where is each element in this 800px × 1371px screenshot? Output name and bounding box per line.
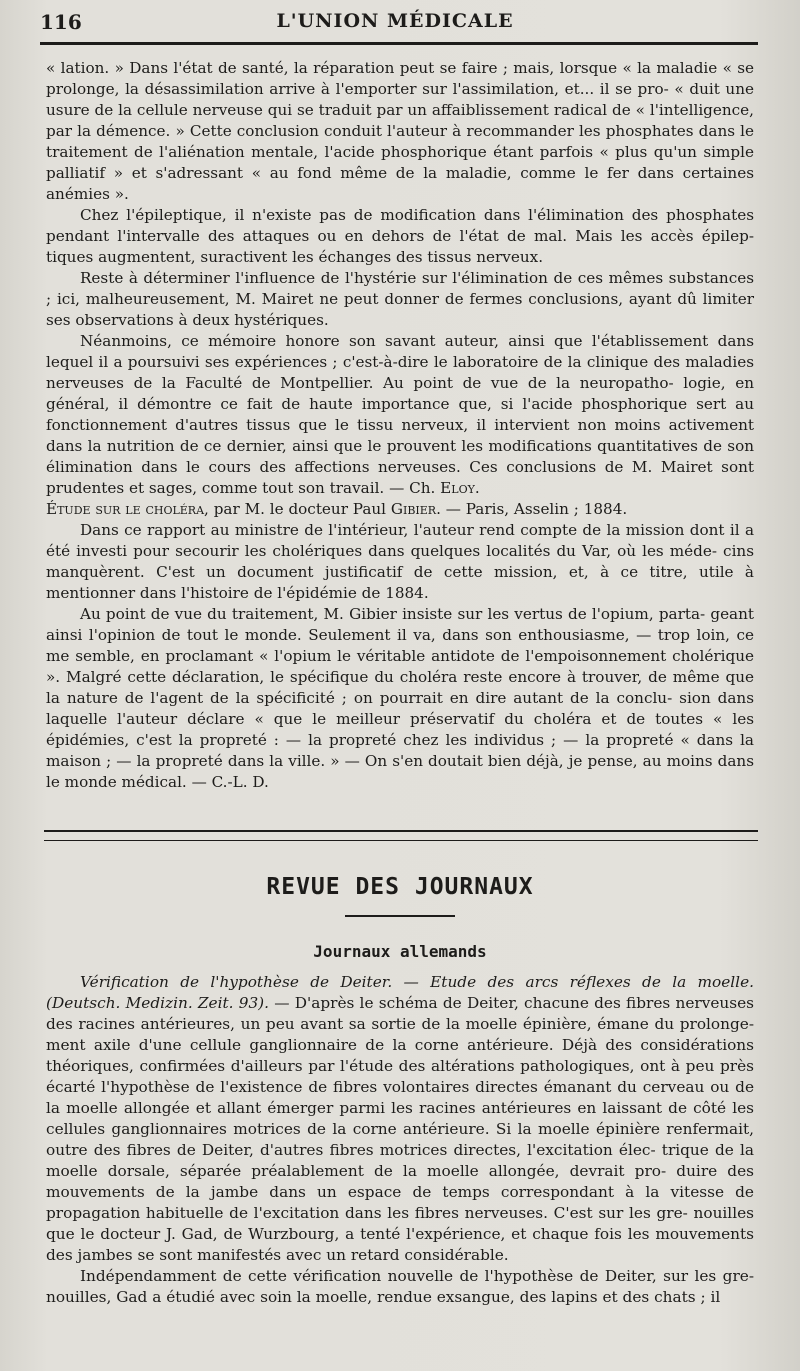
conclusion-text: Néanmoins, ce mémoire honore son savant auteur, ainsi que l'établissement dans lequel il a poursuivi ses expériences ; c'est-à-dire le laboratoire de la clinique des maladies nerveuses de la Faculté de Montpellier. Au point de vue de la neuropatho- logie, en général, il démontre ce fait de haute importance que, si l'acide phosphorique sert au fonctionnement d'autres tissus que le tissu nerveux, il intervient non moins activement dans la nutrition de ce dernier, ainsi que le prouvent les modifications quantitatives de son élimination dans le cours des affections nerveuses. Ces conclusions de M. Mairet sont prudentes et sages, comme tout son travail. — Ch. bbox=[46, 332, 754, 497]
paragraph-cholera-report: Dans ce rapport au ministre de l'intérieur, l'auteur rend compte de la mission dont il a été investi pour secourir les cholériques dans quelques localités du Var, où les méde- cins manquèrent. C'est un document justificatif de cette mission, et, à ce titre, utile à mentionner dans l'histoire de l'épidémie de 1884. bbox=[46, 521, 754, 602]
section-title: REVUE DES JOURNAUX bbox=[266, 874, 534, 900]
running-title: L'UNION MÉDICALE bbox=[276, 10, 514, 32]
paragraph-cholera-treatment: Au point de vue du traitement, M. Gibier insiste sur les vertus de l'opium, parta- geant ainsi l'opinion de tout le monde. Seulement il va, dans son enthousiasme, — trop loin, ce me semble, en proclamant « l'opium le véritable antidote de l'empoisonnement cholérique ». Malgré cette déclaration, le spécifique du choléra reste encore à trouver, de même que la nature de l'agent de la spécificité ; on pourrait en dire autant de la conclu- sion dans laquelle l'auteur déclare « que le meilleur préservatif du choléra et de toutes « les épidémies, c'est la propreté : — la propreté chez les individus ; — la propreté « dans la maison ; — la propreté dans la ville. » — On s'en doutait bien déjà, je pense, au moins dans le monde médical. — C.-L. D. bbox=[46, 605, 754, 791]
review-title-mid: par M. le docteur Paul bbox=[208, 500, 391, 518]
review-heading bbox=[46, 499, 754, 520]
section-divider bbox=[44, 830, 758, 841]
review-title: Étude sur le choléra, bbox=[46, 500, 209, 518]
page-number: 116 bbox=[40, 10, 82, 34]
review-publisher: . — Paris, Asselin ; 1884. bbox=[436, 500, 628, 518]
author-signature: Eloy. bbox=[440, 479, 480, 497]
page-header bbox=[40, 10, 750, 40]
main-text-column bbox=[46, 58, 754, 793]
paragraph-deiter-hypothesis bbox=[46, 972, 754, 1266]
article-body: — D'après le schéma de Deiter, chacune des fibres nerveuses des racines antérieures, un peu avant sa sortie de la moelle épinière, émane du prolonge- ment axile d'une cellule ganglionnaire de la corne antérieure. Déjà des considérations théoriques, confirmées d'ailleurs par l'étude des altérations pathologiques, ont à peu près écarté l'hypothèse de l'existence de fibres volontaires directes émanant du cerveau ou de la moelle allongée et allant émerger parmi les racines antérieures en laissant de côté les cellules ganglionnaires motrices de la corne antérieure. Si la moelle épinière renfermait, outre des fibres de Deiter, d'autres fibres motrices directes, l'excitation élec- trique de la moelle dorsale, séparée préalablement de la moelle allongée, devrait pro- duire des mouvements de la jambe dans un espace de temps correspondant à la vitesse de propagation habituelle de l'excitation dans les fibres nerveuses. C'est sur les gre- nouilles que le docteur J. Gad, de Wurzbourg, a tenté l'expérience, et chaque fois les mouvements des jambes se sont manifestés avec un retard considérable. bbox=[46, 994, 754, 1264]
review-author: Gibier bbox=[390, 500, 437, 518]
header-rule bbox=[40, 42, 758, 45]
journals-text-column bbox=[46, 972, 754, 1308]
section-title-rule bbox=[345, 915, 455, 917]
paragraph-phosphates-dementia: « lation. » Dans l'état de santé, la réparation peut se faire ; mais, lorsque « la maladie « se prolonge, la désassimilation arrive à l'emporter sur l'assimilation, et... il se pro- « duit une usure de la cellule nerveuse qui se traduit par un affaiblissement radical de « l'intelligence, par la démence. » Cette conclusion conduit l'auteur à recommander les phosphates dans le traitement de l'aliénation mentale, l'acide phosphorique étant parfois « plus qu'un simple palliatif » et s'adressant « au fond même de la maladie, comme le fer dans certaines anémies ». bbox=[46, 59, 754, 203]
paragraph-conclusion-mairet bbox=[46, 331, 754, 499]
paragraph-gad-study: Indépendamment de cette vérification nouvelle de l'hypothèse de Deiter, sur les gre- nouilles, Gad a étudié avec soin la moelle, rendue exsangue, des lapins et des chats ; il bbox=[46, 1267, 754, 1306]
paragraph-hysteria: Reste à déterminer l'influence de l'hystérie sur l'élimination de ces mêmes substances ; ici, malheureusement, M. Mairet ne peut donner de fermes conclusions, ayant dû limiter ses observations à deux hystériques. bbox=[46, 269, 754, 329]
paragraph-epileptic: Chez l'épileptique, il n'existe pas de modification dans l'élimination des phosphates pendant l'intervalle des attaques ou en dehors de l'état de mal. Mais les accès épilep- tiques augmentent, suractivent les échanges des tissus nerveux. bbox=[46, 206, 754, 266]
subsection-title: Journaux allemands bbox=[313, 942, 487, 961]
article-title: Vérification de l'hypothèse de Deiter. — Etude des arcs réflexes de la moelle. (Deutsch. Medizin. Zeit. 93). bbox=[46, 973, 754, 1012]
